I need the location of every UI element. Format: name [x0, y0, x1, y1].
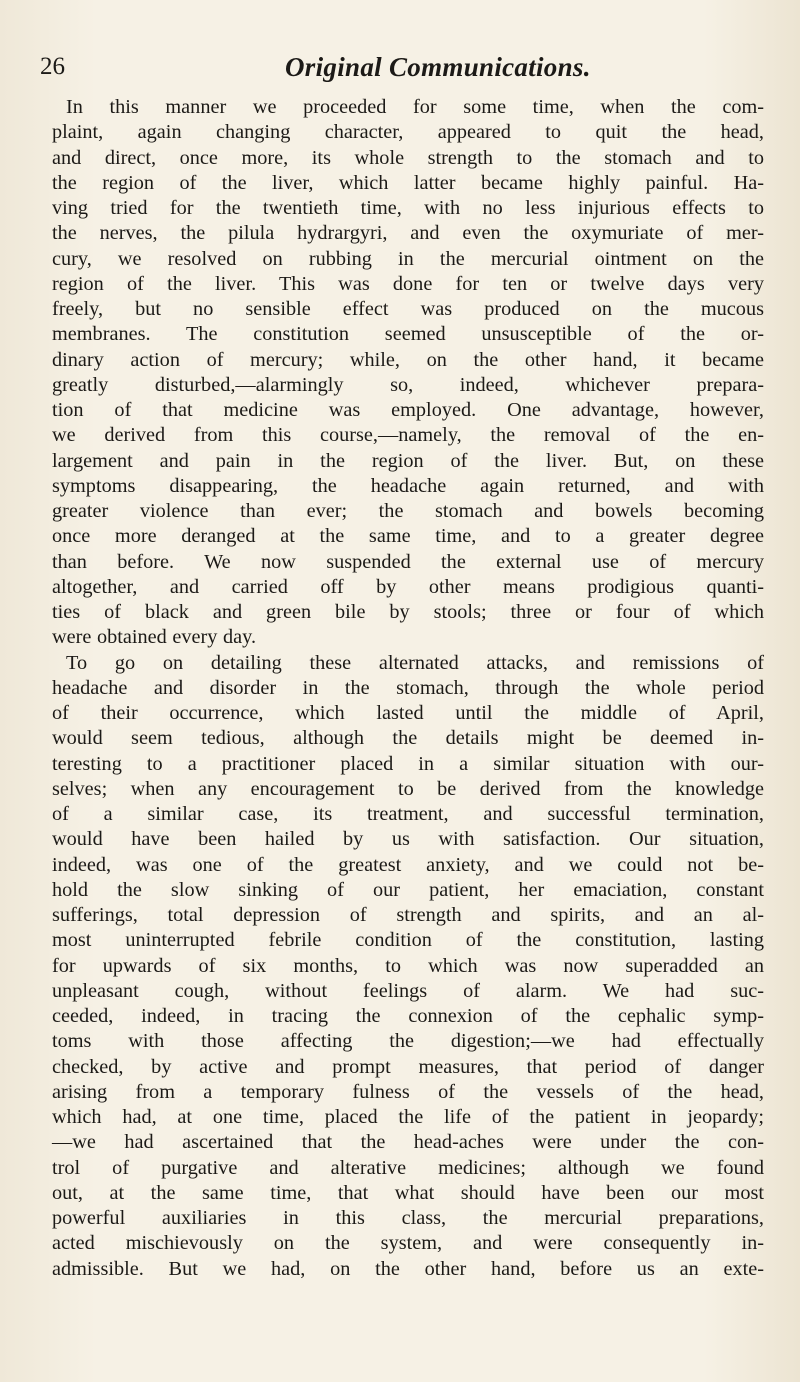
text-line: we derived from this course,—namely, the removal of the en-: [52, 424, 764, 447]
text-line: which had, at one time, placed the life of the patient in jeopardy;: [52, 1106, 764, 1128]
text-line: toms with those affecting the digestion;—we had effectually: [52, 1030, 764, 1053]
text-line: once more deranged at the same time, and to a greater degree: [52, 525, 764, 548]
text-line: membranes. The constitution seemed unsusceptible of the or-: [52, 323, 764, 346]
text-line: than before. We now suspended the external use of mercury: [52, 550, 764, 573]
text-line: —we had ascertained that the head-aches were under the con-: [52, 1131, 764, 1154]
page-header: [40, 50, 760, 90]
text-line: of a similar case, its treatment, and successful termination,: [52, 803, 764, 825]
text-line: symptoms disappearing, the headache again returned, and with: [52, 474, 764, 497]
text-line: altogether, and carried off by other means prodigious quanti-: [52, 575, 764, 598]
text-line: tion of that medicine was employed. One advantage, however,: [52, 399, 764, 421]
text-line: indeed, was one of the greatest anxiety, and we could not be-: [52, 853, 764, 876]
text-line: most uninterrupted febrile condition of the constitution, lasting: [52, 929, 764, 952]
text-line: and direct, once more, its whole strength to the stomach and to: [52, 146, 764, 169]
text-line: powerful auxiliaries in this class, the mercurial preparations,: [52, 1207, 764, 1229]
text-line: the region of the liver, which latter became highly painful. Ha-: [52, 171, 764, 194]
text-line: teresting to a practitioner placed in a similar situation with our-: [52, 752, 764, 775]
body-text: [52, 95, 764, 1282]
text-line: trol of purgative and alterative medicines; although we found: [52, 1156, 764, 1179]
text-line: of their occurrence, which lasted until the middle of April,: [52, 702, 764, 724]
text-line: dinary action of mercury; while, on the other hand, it became: [52, 348, 764, 371]
text-line: greatly disturbed,—alarmingly so, indeed, whichever prepara-: [52, 373, 764, 396]
text-line: ceeded, indeed, in tracing the connexion of the cephalic symp-: [52, 1005, 764, 1027]
text-line: sufferings, total depression of strength and spirits, and an al-: [52, 904, 764, 926]
text-line: acted mischievously on the system, and were consequently in-: [52, 1232, 764, 1255]
text-line: selves; when any encouragement to be derived from the knowledge: [52, 777, 764, 800]
text-line: In this manner we proceeded for some time, when the com-: [66, 96, 764, 118]
text-line: region of the liver. This was done for ten or twelve days very: [52, 272, 764, 295]
text-line: headache and disorder in the stomach, through the whole period: [52, 676, 764, 699]
text-line: ties of black and green bile by stools; three or four of which: [52, 601, 764, 623]
text-line: cury, we resolved on rubbing in the mercurial ointment on the: [52, 247, 764, 270]
text-line: out, at the same time, that what should have been our most: [52, 1181, 764, 1204]
text-line: would seem tedious, although the details might be deemed in-: [52, 727, 764, 750]
text-line: were obtained every day.: [52, 626, 257, 649]
text-line: arising from a temporary fulness of the vessels of the head,: [52, 1080, 764, 1103]
text-line: greater violence than ever; the stomach and bowels becoming: [52, 500, 764, 522]
text-line: unpleasant cough, without feelings of alarm. We had suc-: [52, 979, 764, 1002]
text-line: the nerves, the pilula hydrargyri, and even the oxymuriate of mer-: [52, 222, 764, 245]
page-number: 26: [40, 53, 65, 80]
text-line: would have been hailed by us with satisfaction. Our situation,: [52, 828, 764, 851]
text-line: freely, but no sensible effect was produced on the mucous: [52, 298, 764, 320]
text-line: ving tried for the twentieth time, with no less injurious effects to: [52, 197, 764, 219]
text-line: hold the slow sinking of our patient, her emaciation, constant: [52, 878, 764, 901]
text-line: admissible. But we had, on the other hand, before us an exte-: [52, 1257, 764, 1280]
text-line: checked, by active and prompt measures, that period of danger: [52, 1055, 764, 1078]
text-line: To go on detailing these alternated attacks, and remissions of: [66, 651, 764, 674]
running-head: Original Communications.: [285, 52, 591, 82]
text-line: plaint, again changing character, appeared to quit the head,: [52, 121, 764, 144]
text-line: for upwards of six months, to which was now superadded an: [52, 954, 764, 977]
text-line: largement and pain in the region of the liver. But, on these: [52, 449, 764, 472]
